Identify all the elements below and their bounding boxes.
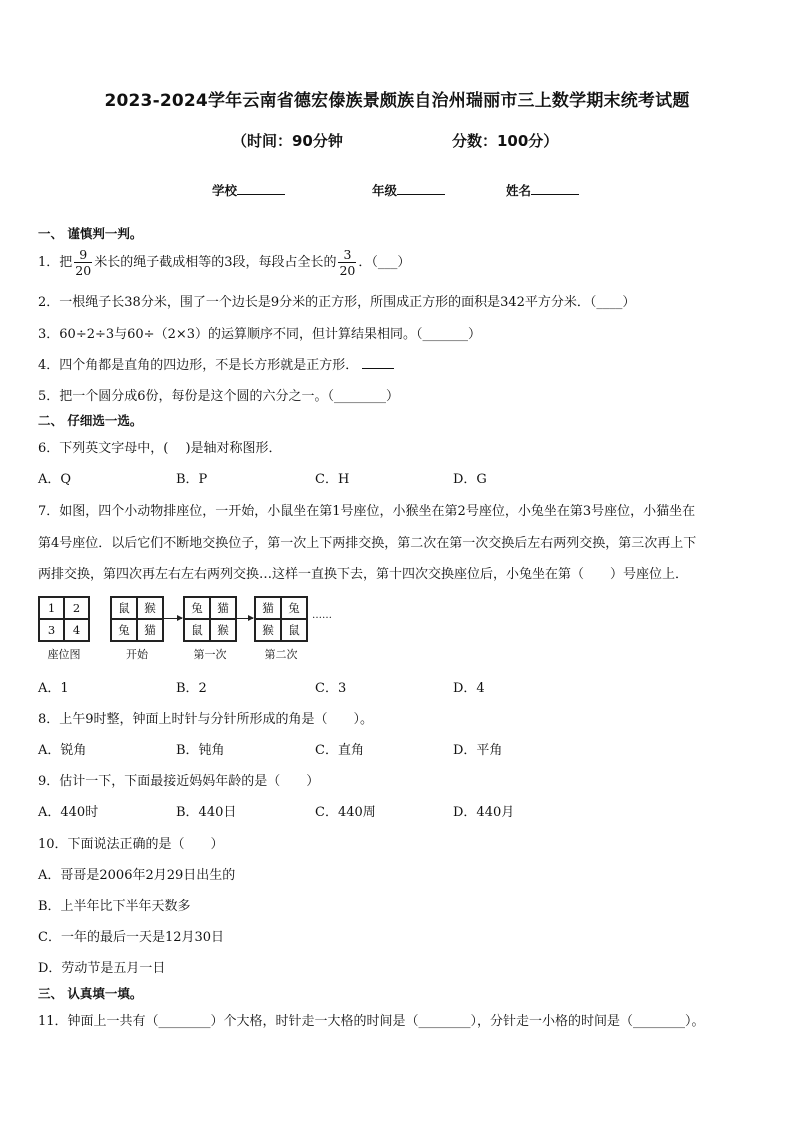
second-grid [254, 596, 308, 642]
continuation-dots: …… [312, 610, 332, 621]
q6-option-d[interactable]: D．G [453, 472, 487, 487]
grade-field [372, 181, 445, 199]
frac-num: 9 [74, 247, 92, 263]
grid-cell: 3 [39, 619, 64, 641]
q1-pre: 1．把 [38, 255, 73, 270]
q7-option-d[interactable]: D．4 [453, 681, 485, 696]
q8-option-c[interactable]: C．直角 [315, 743, 364, 758]
frac-den: 20 [339, 263, 356, 278]
q9-option-d[interactable]: D．440月 [453, 805, 515, 820]
q10-option-d[interactable]: D．劳动节是五月一日 [38, 961, 166, 976]
grid-cell: 猴 [255, 619, 281, 641]
first-grid [183, 596, 237, 642]
name-label: 姓名 [506, 183, 532, 198]
first-caption: 第一次 [193, 648, 227, 661]
q10-option-a[interactable]: A．哥哥是2006年2月29日出生的 [38, 868, 236, 883]
q8-option-d[interactable]: D．平角 [453, 743, 503, 758]
grid-cell: 2 [64, 597, 89, 619]
question-5: 5．把一个圆分成6份，每份是这个圆的六分之一。（________） [38, 389, 400, 404]
q8-option-b[interactable]: B．钝角 [176, 743, 225, 758]
fraction-9-20 [74, 247, 92, 278]
q9-option-b[interactable]: B．440日 [176, 805, 237, 820]
seat-caption: 座位图 [47, 648, 81, 661]
question-2: 2．一根绳子长38分米，围了一个边长是9分米的正方形，所围成正方形的面积是342平方分米．（____） [38, 295, 636, 310]
q4-blank[interactable] [362, 356, 394, 369]
question-9: 9．估计一下，下面最接近妈妈年龄的是（ ） [38, 774, 320, 789]
question-8: 8．上午9时整，钟面上时针与分针所形成的角是（ ）。 [38, 712, 374, 727]
q9-option-a[interactable]: A．440时 [38, 805, 99, 820]
frac-num: 3 [338, 247, 356, 263]
grid-cell: 猴 [137, 597, 163, 619]
q6-option-b[interactable]: B．P [176, 472, 208, 487]
q4-text: 4．四个角都是直角的四边形，不是长方形就是正方形． [38, 358, 359, 373]
grade-label: 年级 [372, 183, 398, 198]
start-caption: 开始 [126, 648, 148, 661]
q6-option-c[interactable]: C．H [315, 472, 350, 487]
question-4 [38, 354, 394, 373]
start-grid [110, 596, 164, 642]
q10-option-b[interactable]: B．上半年比下半年天数多 [38, 899, 191, 914]
q10-option-c[interactable]: C．一年的最后一天是12月30日 [38, 930, 225, 945]
question-1 [38, 244, 410, 282]
name-blank[interactable] [531, 182, 579, 195]
q7-option-b[interactable]: B．2 [176, 681, 207, 696]
frac-den: 20 [75, 263, 92, 278]
q1-post: ．（___） [358, 255, 411, 270]
question-10: 10．下面说法正确的是（ ） [38, 837, 224, 852]
seat-grid [38, 596, 90, 642]
question-7-line-2: 第4号座位．以后它们不断地交换位子，第一次上下两排交换，第二次在第一次交换后左右两列交换，第三次再上下 [38, 536, 697, 551]
q7-option-a[interactable]: A．1 [38, 681, 69, 696]
question-11: 11．钟面上一共有（________）个大格，时针走一大格的时间是（________），分针走一小格的时间是（________）。 [38, 1014, 705, 1029]
grid-cell: 鼠 [184, 619, 210, 641]
q9-option-c[interactable]: C．440周 [315, 805, 376, 820]
section-1-title: 一、 谨慎判一判。 [38, 226, 143, 241]
school-label: 学校 [212, 183, 238, 198]
exam-score: 分数：100分） [452, 132, 559, 150]
grid-cell: 4 [64, 619, 89, 641]
grade-blank[interactable] [397, 182, 445, 195]
grid-cell: 猫 [210, 597, 236, 619]
grid-cell: 1 [39, 597, 64, 619]
grid-cell: 鼠 [281, 619, 307, 641]
arrow-icon [237, 618, 253, 619]
grid-cell: 鼠 [111, 597, 137, 619]
question-6: 6．下列英文字母中，( )是轴对称图形． [38, 441, 282, 456]
exam-time: （时间：90分钟 [232, 132, 343, 150]
school-field [212, 181, 285, 199]
q7-option-c[interactable]: C．3 [315, 681, 347, 696]
grid-cell: 兔 [184, 597, 210, 619]
name-field [506, 181, 579, 199]
grid-cell: 猫 [137, 619, 163, 641]
grid-cell: 猫 [255, 597, 281, 619]
page-title: 2023-2024学年云南省德宏傣族景颇族自治州瑞丽市三上数学期末统考试题 [104, 91, 690, 111]
question-3: 3．60÷2÷3与60÷（2×3）的运算顺序不同，但计算结果相同。（_______） [38, 327, 482, 342]
school-blank[interactable] [237, 182, 285, 195]
grid-cell: 兔 [111, 619, 137, 641]
section-3-title: 三、 认真填一填。 [38, 986, 143, 1001]
arrow-icon [164, 618, 182, 619]
fraction-3-20 [338, 247, 356, 278]
second-caption: 第二次 [264, 648, 298, 661]
question-7-line-3: 两排交换，第四次再左右左右两列交换…这样一直换下去，第十四次交换座位后，小兔坐在第（ ）号座位上． [38, 567, 689, 582]
q6-option-a[interactable]: A．Q [38, 472, 72, 487]
grid-cell: 兔 [281, 597, 307, 619]
section-2-title: 二、 仔细选一选。 [38, 413, 143, 428]
q8-option-a[interactable]: A．锐角 [38, 743, 87, 758]
grid-cell: 猴 [210, 619, 236, 641]
q1-mid: 米长的绳子截成相等的3段，每段占全长的 [94, 255, 337, 270]
question-7-line-1: 7．如图，四个小动物排座位，一开始，小鼠坐在第1号座位，小猴坐在第2号座位，小兔坐在第3号座位，小猫坐在 [38, 504, 696, 519]
